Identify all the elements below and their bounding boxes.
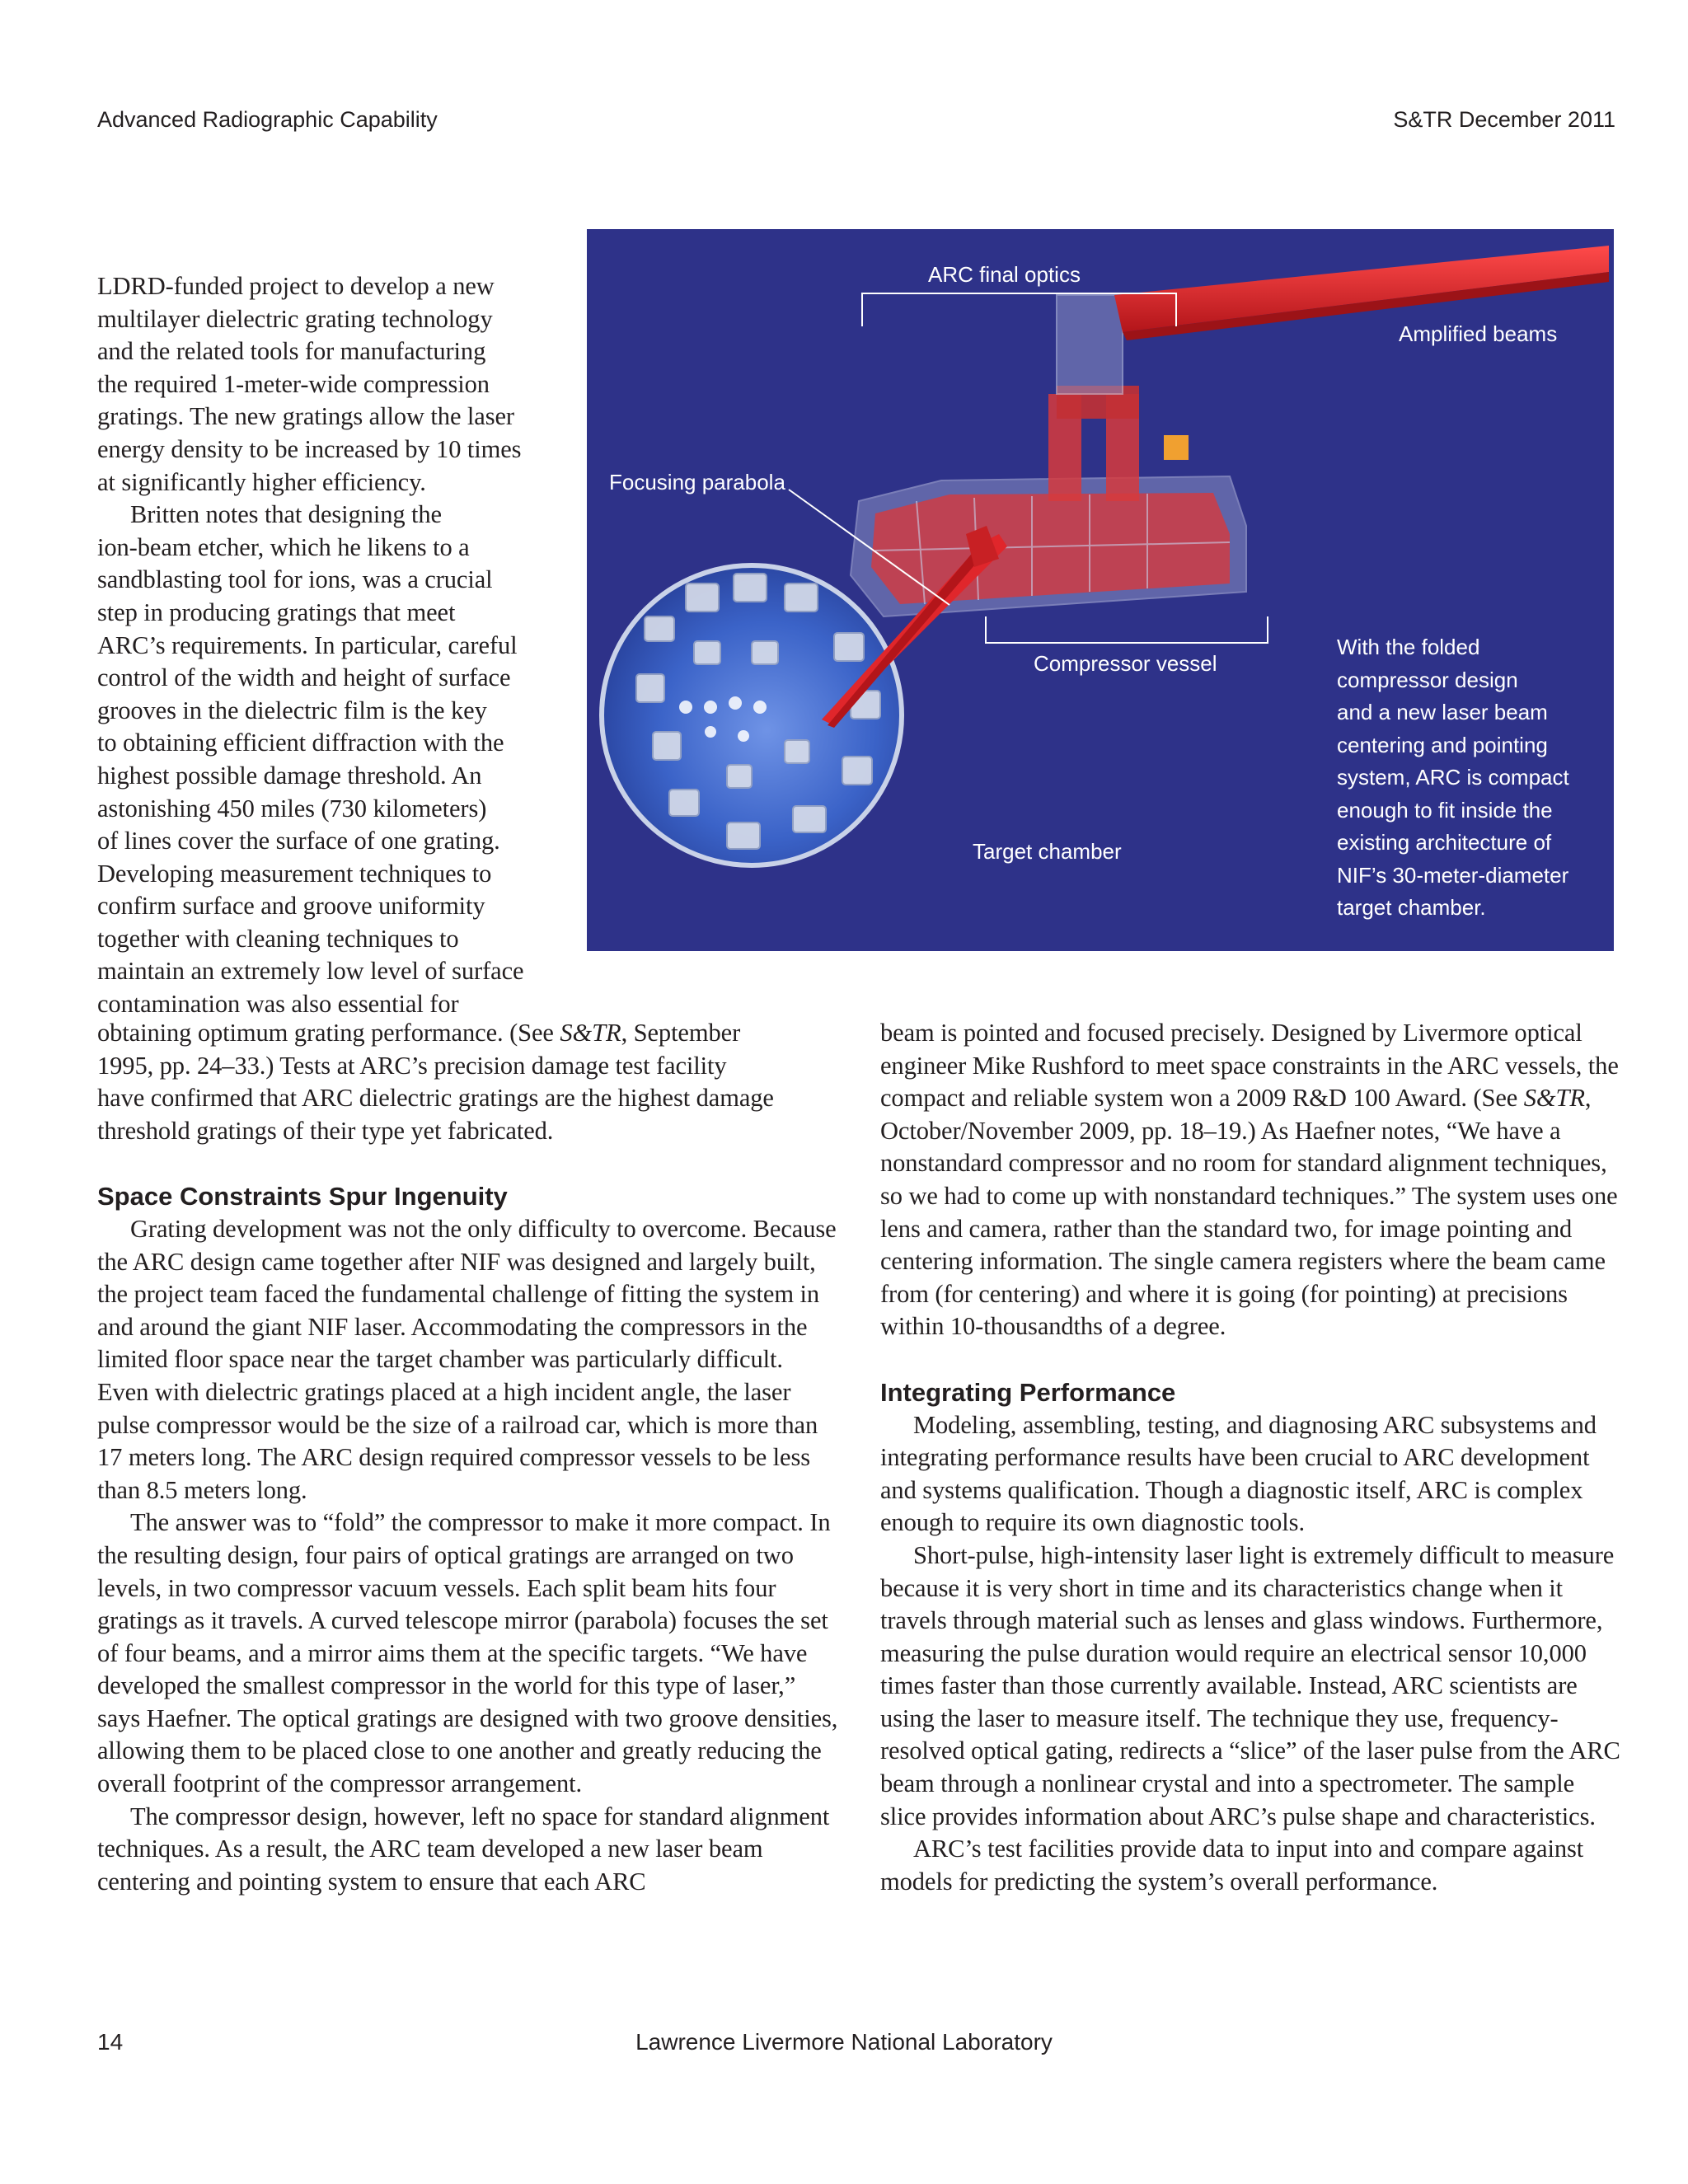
caption-line: compressor design: [1337, 667, 1518, 692]
text-line: Britten notes that designing the: [130, 500, 442, 529]
paragraph-test-facilities: ARC’s test facilities provide data to input into and compare against models for predicting the system’s overall performance.: [880, 1835, 1584, 1896]
label-focusing-parabola: Focusing parabola: [609, 470, 785, 494]
text-line: have confirmed that ARC dielectric gratings are the highest damage: [97, 1084, 774, 1113]
caption-line: NIF’s 30-meter-diameter: [1337, 862, 1569, 888]
text-line: highest possible damage threshold. An: [97, 761, 482, 790]
text-line: and the related tools for manufacturing: [97, 337, 486, 366]
text-line: 1995, pp. 24–33.) Tests at ARC’s precision damage test facility: [97, 1051, 727, 1080]
text-line: ion-beam etcher, which he likens to a: [97, 532, 470, 561]
paragraph-alignment: The compressor design, however, left no space for standard alignment techniques. As a result, the ARC team developed a new laser beam centering and pointing system to ensure that each ARC: [97, 1802, 830, 1896]
caption-line: enough to fit inside the: [1337, 797, 1553, 823]
paragraph-grating-difficulty: Grating development was not the only difficulty to overcome. Because the ARC design came together after NIF was designed and largely built, the project team faced the fundamental challenge of fitting the system in and around the giant NIF laser. Accommodating the compressors in the limited floor space near the target chamber was particularly difficult. Even with dielectric gratings placed at a high incident angle, the laser pulse compressor would be the size of a railroad car, which is more than 17 meters long. The ARC design required compressor vessels to be less than 8.5 meters long.: [97, 1214, 837, 1504]
caption-line: target chamber.: [1337, 895, 1486, 920]
running-header-issue: S&TR December 2011: [1393, 107, 1615, 132]
text-line: maintain an extremely low level of surface: [97, 957, 524, 986]
text-line: step in producing gratings that meet: [97, 598, 456, 626]
text-run: obtaining optimum grating performance. (See: [97, 1019, 560, 1047]
caption-line: existing architecture of: [1337, 830, 1552, 855]
text-line: grooves in the dielectric film is the key: [97, 696, 487, 724]
text-run: , September: [621, 1019, 741, 1047]
text-line: energy density to be increased by 10 times: [97, 434, 522, 463]
paragraph-short-pulse: Short-pulse, high-intensity laser light is extremely difficult to measure because it is very short in time and its characteristics change when it travels through material such as lenses and glass windows. Furthermore, measuring the pulse duration would require an electrical sensor 10,000 times faster than those currently available. Instead, ARC scientists are using the laser to measure itself. The technique they use, frequency-resolved optical gating, redirects a “slice” of the laser pulse from the ARC beam through a nonlinear crystal and into a spectrometer. The sample slice provides information about ARC’s pulse shape and characteristics.: [880, 1540, 1620, 1830]
text-run: beam is pointed and focused precisely. Designed by Livermore optical engineer Mike Rushford to meet space constraints in the ARC vessels, the compact and reliable system won a 2009 R&D 100 Award. (See: [880, 1019, 1619, 1113]
text-line: astonishing 450 miles (730 kilometers): [97, 794, 487, 823]
narrow-text-column: [97, 270, 559, 1021]
caption-line: centering and pointing: [1337, 732, 1548, 757]
arc-figure: [587, 229, 1614, 951]
section-heading-space-constraints: Space Constraints Spur Ingenuity: [97, 1181, 508, 1211]
text-line: sandblasting tool for ions, was a crucial: [97, 565, 493, 594]
caption-line: system, ARC is compact: [1337, 765, 1569, 790]
label-amplified-beams: Amplified beams: [1399, 321, 1558, 346]
footer-publisher: Lawrence Livermore National Laboratory: [635, 2029, 1053, 2055]
text-line: [97, 1017, 839, 1050]
text-line: the required 1-meter-wide compression: [97, 369, 490, 398]
paragraph-modeling: Modeling, assembling, testing, and diagnosing ARC subsystems and integrating performance results have been crucial to ARC development and systems qualification. Though a diagnostic itself, ARC is complex enough to require its own diagnostic tools.: [880, 1410, 1597, 1537]
text-line: to obtaining efficient diffraction with the: [97, 729, 504, 757]
figure-caption: [1337, 631, 1584, 925]
compressor-vessel-graphic: [851, 295, 1246, 616]
paragraph-britten-continued: [97, 1017, 839, 1147]
text-line: ARC’s requirements. In particular, careful: [97, 630, 518, 659]
text-line: contamination was also essential for: [97, 990, 459, 1019]
caption-line: With the folded: [1337, 635, 1480, 659]
paragraph-fold-compressor: The answer was to “fold” the compressor to make it more compact. In the resulting design, four pairs of optical gratings are arranged on two levels, in two compressor vacuum vessels. Each split beam hits four gratings as it travels. A curved telescope mirror (parabola) focuses the set of four beams, and a mirror aims them at the specific targets. “We have developed the smallest compressor in the world for this type of laser,” says Haefner. The optical gratings are designed with two groove densities, allowing them to be placed close to one another and greatly reducing the overall footprint of the compressor arrangement.: [97, 1508, 838, 1798]
text-line: confirm surface and groove uniformity: [97, 892, 485, 921]
text-line: threshold gratings of their type yet fabricated.: [97, 1116, 554, 1145]
text-line: of lines cover the surface of one grating.: [97, 827, 500, 855]
left-text-column: [97, 1017, 839, 1898]
text-line: control of the width and height of surface: [97, 663, 511, 692]
journal-title: S&TR: [560, 1019, 621, 1047]
running-header-title: Advanced Radiographic Capability: [97, 107, 438, 132]
label-arc-final-optics: ARC final optics: [928, 262, 1081, 287]
text-line: Developing measurement techniques to: [97, 859, 492, 888]
right-text-column: [880, 1017, 1622, 1898]
caption-line: and a new laser beam: [1337, 700, 1548, 724]
paragraph-britten: [97, 499, 559, 1021]
paragraph-ldrd: [97, 270, 559, 499]
paragraph-beam-pointing: [880, 1017, 1622, 1343]
text-run: , October/November 2009, pp. 18–19.) As Haefner notes, “We have a nonstandard compressor and no room for standard alignment techniques, so we had to come up with nonstandard techniques.” The system uses one lens and camera, rather than the standard two, for image pointing and centering information. The single camera registers where the beam came from (for centering) and where it is going (for pointing) at precisions within 10-thousandths of a degree.: [880, 1084, 1618, 1341]
text-line: at significantly higher efficiency.: [97, 467, 426, 496]
text-line: together with cleaning techniques to: [97, 924, 459, 953]
section-heading-integrating-performance: Integrating Performance: [880, 1377, 1176, 1407]
label-target-chamber: Target chamber: [973, 839, 1122, 864]
journal-title: S&TR: [1523, 1084, 1585, 1113]
page-number: 14: [97, 2029, 124, 2055]
text-line: LDRD-funded project to develop a new: [97, 272, 495, 300]
label-compressor-vessel: Compressor vessel: [1034, 651, 1217, 676]
target-chamber-graphic: [602, 565, 902, 865]
text-line: multilayer dielectric grating technology: [97, 304, 493, 333]
text-line: gratings. The new gratings allow the laser: [97, 402, 514, 431]
